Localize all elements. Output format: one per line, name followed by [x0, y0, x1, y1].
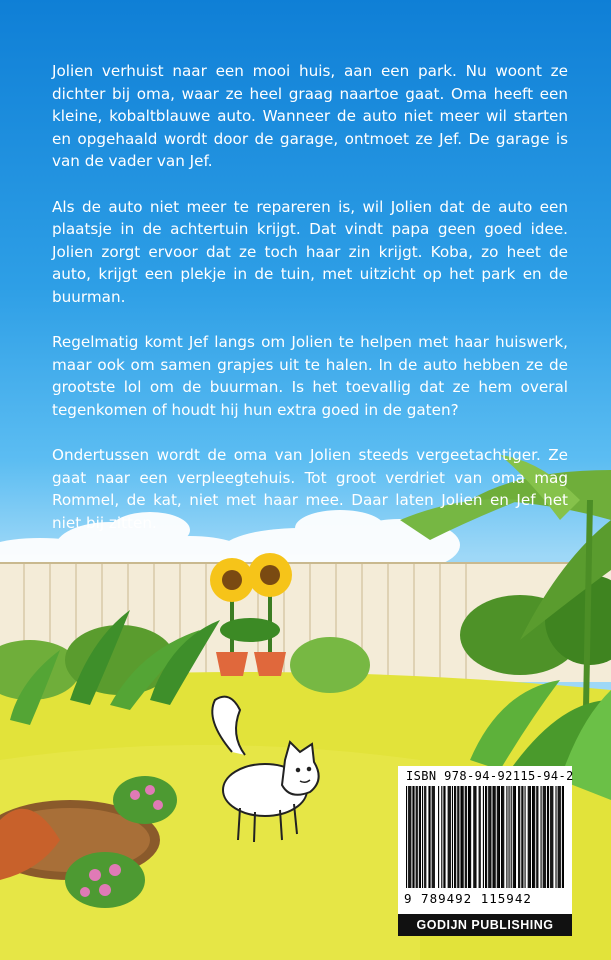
barcode-bar [555, 786, 556, 888]
barcode-bar [558, 786, 559, 888]
barcode-bar [543, 786, 544, 888]
barcode-bar [479, 786, 480, 888]
barcode-bar [545, 786, 546, 888]
barcode-bar [465, 786, 466, 888]
barcode-bar [514, 786, 515, 888]
barcode-bar [506, 786, 507, 888]
barcode-bar [454, 786, 455, 888]
barcode-bar [438, 786, 439, 888]
barcode-bar [462, 786, 463, 888]
barcode-bar [499, 786, 500, 888]
barcode-bar [552, 786, 553, 888]
barcode-bar [511, 786, 512, 888]
book-blurb [52, 60, 568, 557]
barcode-bar [410, 786, 411, 888]
barcode-bar [483, 786, 484, 888]
barcode-bar [562, 786, 563, 888]
barcode-bar [413, 786, 414, 888]
barcode-bar [485, 786, 486, 888]
barcode-bar [406, 786, 407, 888]
barcode-bar [463, 786, 464, 888]
barcode-bar [408, 786, 409, 888]
barcode-bar [532, 786, 533, 888]
blurb-paragraph: Als de auto niet meer te repareren is, wil Jolien dat de auto een plaatsje in de achtertuin krijgt. Dat vindt papa geen goed idee. Jolien zorgt ervoor dat ze toch haar zin krijgt. Koba, zo heet de auto, krijgt een plekje in de tuin, met uitzicht op het park en de buurman. [52, 197, 568, 306]
barcode-bar [502, 786, 503, 888]
barcode-bar [522, 786, 523, 888]
barcode-bar [551, 786, 552, 888]
barcode-bar [473, 786, 474, 888]
barcode-bar [497, 786, 498, 888]
barcode-bar [474, 786, 475, 888]
barcode-bar [409, 786, 410, 888]
barcode-bar [480, 786, 481, 888]
barcode-bar [537, 786, 538, 888]
barcode-bar [528, 786, 529, 888]
barcode-bar [457, 786, 458, 888]
barcode-bar [518, 786, 519, 888]
publisher-name: GODIJN PUBLISHING [398, 914, 572, 936]
barcode-bar [433, 786, 434, 888]
barcode-bar [452, 786, 453, 888]
barcode-bar [560, 786, 561, 888]
barcode-bar [443, 786, 444, 888]
barcode-bar [417, 786, 418, 888]
blurb-paragraph: Ondertussen wordt de oma van Jolien steeds vergeetachtiger. Ze gaat naar een verpleegtehuis. Tot groot verdriet van oma mag Rommel, de kat, niet met haar mee. Daar laten Jolien en Jef het niet bij zitten. [52, 446, 568, 532]
barcode-bar [486, 786, 487, 888]
barcode-bar [515, 786, 516, 888]
barcode-bar [475, 786, 476, 888]
barcode-bar [449, 786, 450, 888]
barcode-icon [406, 786, 564, 888]
blurb-paragraph: Regelmatig komt Jef langs om Jolien te helpen met haar huiswerk, maar ook om samen grapjes uit te halen. In de auto hebben ze de grootste lol om de buurman. Is het toevallig dat ze hem overal tegenkomen of houdt hij hun extra goed in de gaten? [52, 333, 568, 419]
barcode-bar [460, 786, 461, 888]
barcode-bar [470, 786, 471, 888]
isbn-barcode-box [398, 766, 572, 914]
barcode-bar [489, 786, 490, 888]
barcode-bar [450, 786, 451, 888]
barcode-bar [434, 786, 435, 888]
barcode-bar [420, 786, 421, 888]
barcode-bar [495, 786, 496, 888]
barcode-bar [458, 786, 459, 888]
barcode-bar [513, 786, 514, 888]
barcode-bar [534, 786, 535, 888]
barcode-bar [503, 786, 504, 888]
barcode-bar [425, 786, 426, 888]
blurb-paragraph: Jolien verhuist naar een mooi huis, aan een park. Nu woont ze dichter bij oma, waar ze heel graag naartoe gaat. Oma heeft een kleine, kobaltblauwe auto. Wanneer de auto niet meer wil starten en opgehaald wordt door de garage, ontmoet ze Jef. De garage is van de vader van Jef. [52, 62, 568, 170]
barcode-bar [468, 786, 469, 888]
barcode-bar [544, 786, 545, 888]
barcode-bar [441, 786, 442, 888]
barcode-bar [533, 786, 534, 888]
barcode-bar [559, 786, 560, 888]
barcode-bar [536, 786, 537, 888]
barcode-bar [541, 786, 542, 888]
barcode-bar [455, 786, 456, 888]
barcode-bar [550, 786, 551, 888]
barcode-bar [508, 786, 509, 888]
barcode-bar [432, 786, 433, 888]
barcode-bar [444, 786, 445, 888]
barcode-bar [548, 786, 549, 888]
barcode-bar [422, 786, 423, 888]
barcode-bar [490, 786, 491, 888]
barcode-bar [498, 786, 499, 888]
barcode-bar [469, 786, 470, 888]
barcode-bar [530, 786, 531, 888]
barcode-bar [416, 786, 417, 888]
barcode-bar [466, 786, 467, 888]
isbn-digits: 9 789492 115942 [404, 891, 532, 906]
isbn-label: ISBN 978-94-92115-94-2 [406, 769, 574, 783]
barcode-bar [448, 786, 449, 888]
barcode-bar [494, 786, 495, 888]
barcode-bar [521, 786, 522, 888]
barcode-bar [419, 786, 420, 888]
barcode-bar [412, 786, 413, 888]
barcode-bar [492, 786, 493, 888]
barcode-bar [563, 786, 564, 888]
barcode-bar [429, 786, 430, 888]
barcode-bar [525, 786, 526, 888]
barcode-bar [428, 786, 429, 888]
barcode-bar [519, 786, 520, 888]
barcode-bar [529, 786, 530, 888]
barcode-bar [501, 786, 502, 888]
barcode-bar [547, 786, 548, 888]
barcode-bar [424, 786, 425, 888]
barcode-bar [488, 786, 489, 888]
